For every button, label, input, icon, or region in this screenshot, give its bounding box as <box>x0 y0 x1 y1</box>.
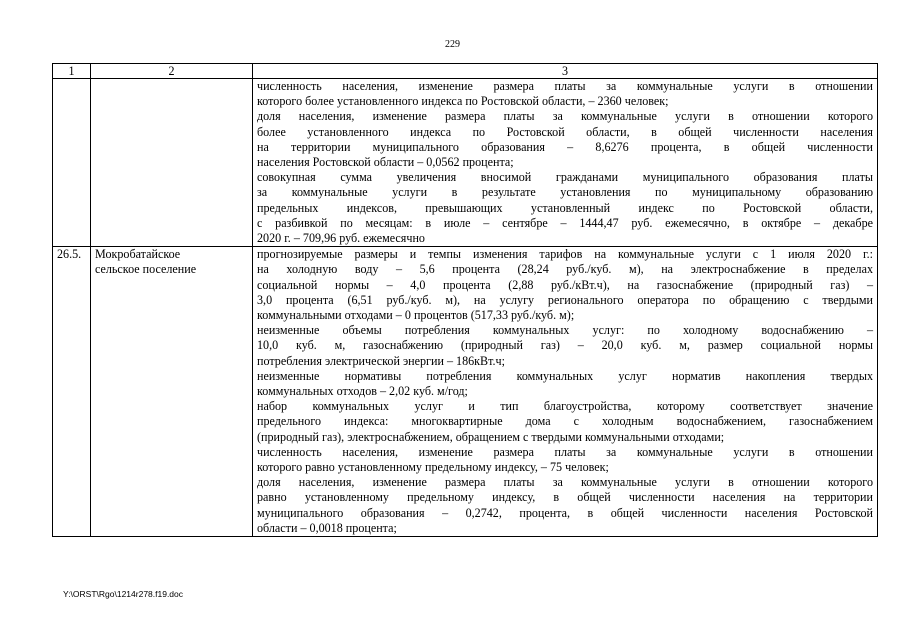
paragraph-line: социальной нормы – 4,0 процента (2,88 руб./кВт.ч), на газоснабжение (природный газ) – <box>257 277 873 292</box>
municipality-name-line: Мокробатайское <box>95 247 181 262</box>
paragraph-line: равно установленному предельному индексу, в общей численности населения на территории <box>257 490 873 505</box>
paragraph-line: более установленного индекса по Ростовской области, в общей численности населения <box>257 124 873 139</box>
paragraph-line: набор коммунальных услуг и тип благоустройства, которому соответствует значение <box>257 399 873 414</box>
municipality-name-line: сельское поселение <box>95 262 197 277</box>
row-number-cell <box>53 79 91 247</box>
paragraph-line: доля населения, изменение размера платы за коммунальные услуги в отношении которого <box>257 475 873 490</box>
paragraph-line: которого более установленного индекса по Ростовской области, – 2360 человек; <box>257 94 669 109</box>
row-content-cell <box>253 79 878 247</box>
row-content-cell <box>253 247 878 537</box>
document-table <box>52 63 878 537</box>
paragraph-line: численность населения, изменение размера платы за коммунальные услуги в отношении <box>257 444 873 459</box>
paragraph-line: совокупная сумма увеличения вносимой гражданами муниципального образования платы <box>257 170 873 185</box>
paragraph-line: неизменные объемы потребления коммунальных услуг: по холодному водоснабжению – <box>257 323 873 338</box>
paragraph-line: за коммунальные услуги в результате установления по муниципальному образованию <box>257 185 873 200</box>
municipality-name-cell <box>91 247 253 537</box>
column-header-3: 3 <box>253 64 878 79</box>
paragraph-line: численность населения, изменение размера платы за коммунальные услуги в отношении <box>257 79 873 93</box>
file-path-footer: Y:\ORST\Rgo\1214r278.f19.doc <box>63 589 184 599</box>
paragraph-line: 10,0 куб. м, газоснабжению (природный газ) – 20,0 куб. м, размер социальной нормы <box>257 338 873 353</box>
paragraph-line: коммунальными отходами – 0 процентов (517,33 руб./куб. м); <box>257 308 575 323</box>
table-row-mokrobataiskoe <box>53 247 878 537</box>
column-header-2: 2 <box>91 64 253 79</box>
paragraph-line: которого равно установленному предельному индексу, – 75 человек; <box>257 460 609 475</box>
paragraph-line: на территории муниципального образования – 8,6276 процента, в общей численности <box>257 139 873 154</box>
row-number-cell: 26.5. <box>53 247 91 537</box>
paragraph-line: прогнозируемые размеры и темпы изменения тарифов на коммунальные услуги с 1 июля 2020 г.: <box>257 247 873 262</box>
paragraph-line: муниципального образования – 0,2742, процента, в общей численности населения Ростовской <box>257 505 873 520</box>
column-header-1: 1 <box>53 64 91 79</box>
paragraph-line: 3,0 процента (6,51 руб./куб. м), на услугу регионального оператора по обращению с твердыми <box>257 292 873 307</box>
paragraph-line: на холодную воду – 5,6 процента (28,24 руб./куб. м), на электроснабжение в пределах <box>257 262 873 277</box>
paragraph-line: предельного индекса: многоквартирные дома с холодным водоснабжением, газоснабжением <box>257 414 873 429</box>
table-row-continuation <box>53 79 878 247</box>
page-number: 229 <box>445 39 460 50</box>
paragraph-line: неизменные нормативы потребления коммунальных услуг норматив накопления твердых <box>257 368 873 383</box>
paragraph-line: потребления электрической энергии – 186кВт.ч; <box>257 353 505 368</box>
municipality-name-cell <box>91 79 253 247</box>
paragraph-line: с разбивкой по месяцам: в июле – сентябре – 1444,47 руб. ежемесячно, в октябре – декабре <box>257 215 873 230</box>
paragraph-line: (природный газ), электроснабжением, обращением с твердыми коммунальными отходами; <box>257 429 725 444</box>
paragraph-line: доля населения, изменение размера платы за коммунальные услуги в отношении которого <box>257 109 873 124</box>
paragraph-line: коммунальных отходов – 2,02 куб. м/год; <box>257 384 468 399</box>
paragraph-line: 2020 г. – 709,96 руб. ежемесячно <box>257 231 425 246</box>
paragraph-line: населения Ростовской области – 0,0562 процента; <box>257 155 514 170</box>
paragraph-line: предельных индексов, превышающих установленный индекс по Ростовской области, <box>257 200 873 215</box>
paragraph-line: области – 0,0018 процента; <box>257 520 397 535</box>
table-header-row <box>53 64 878 79</box>
